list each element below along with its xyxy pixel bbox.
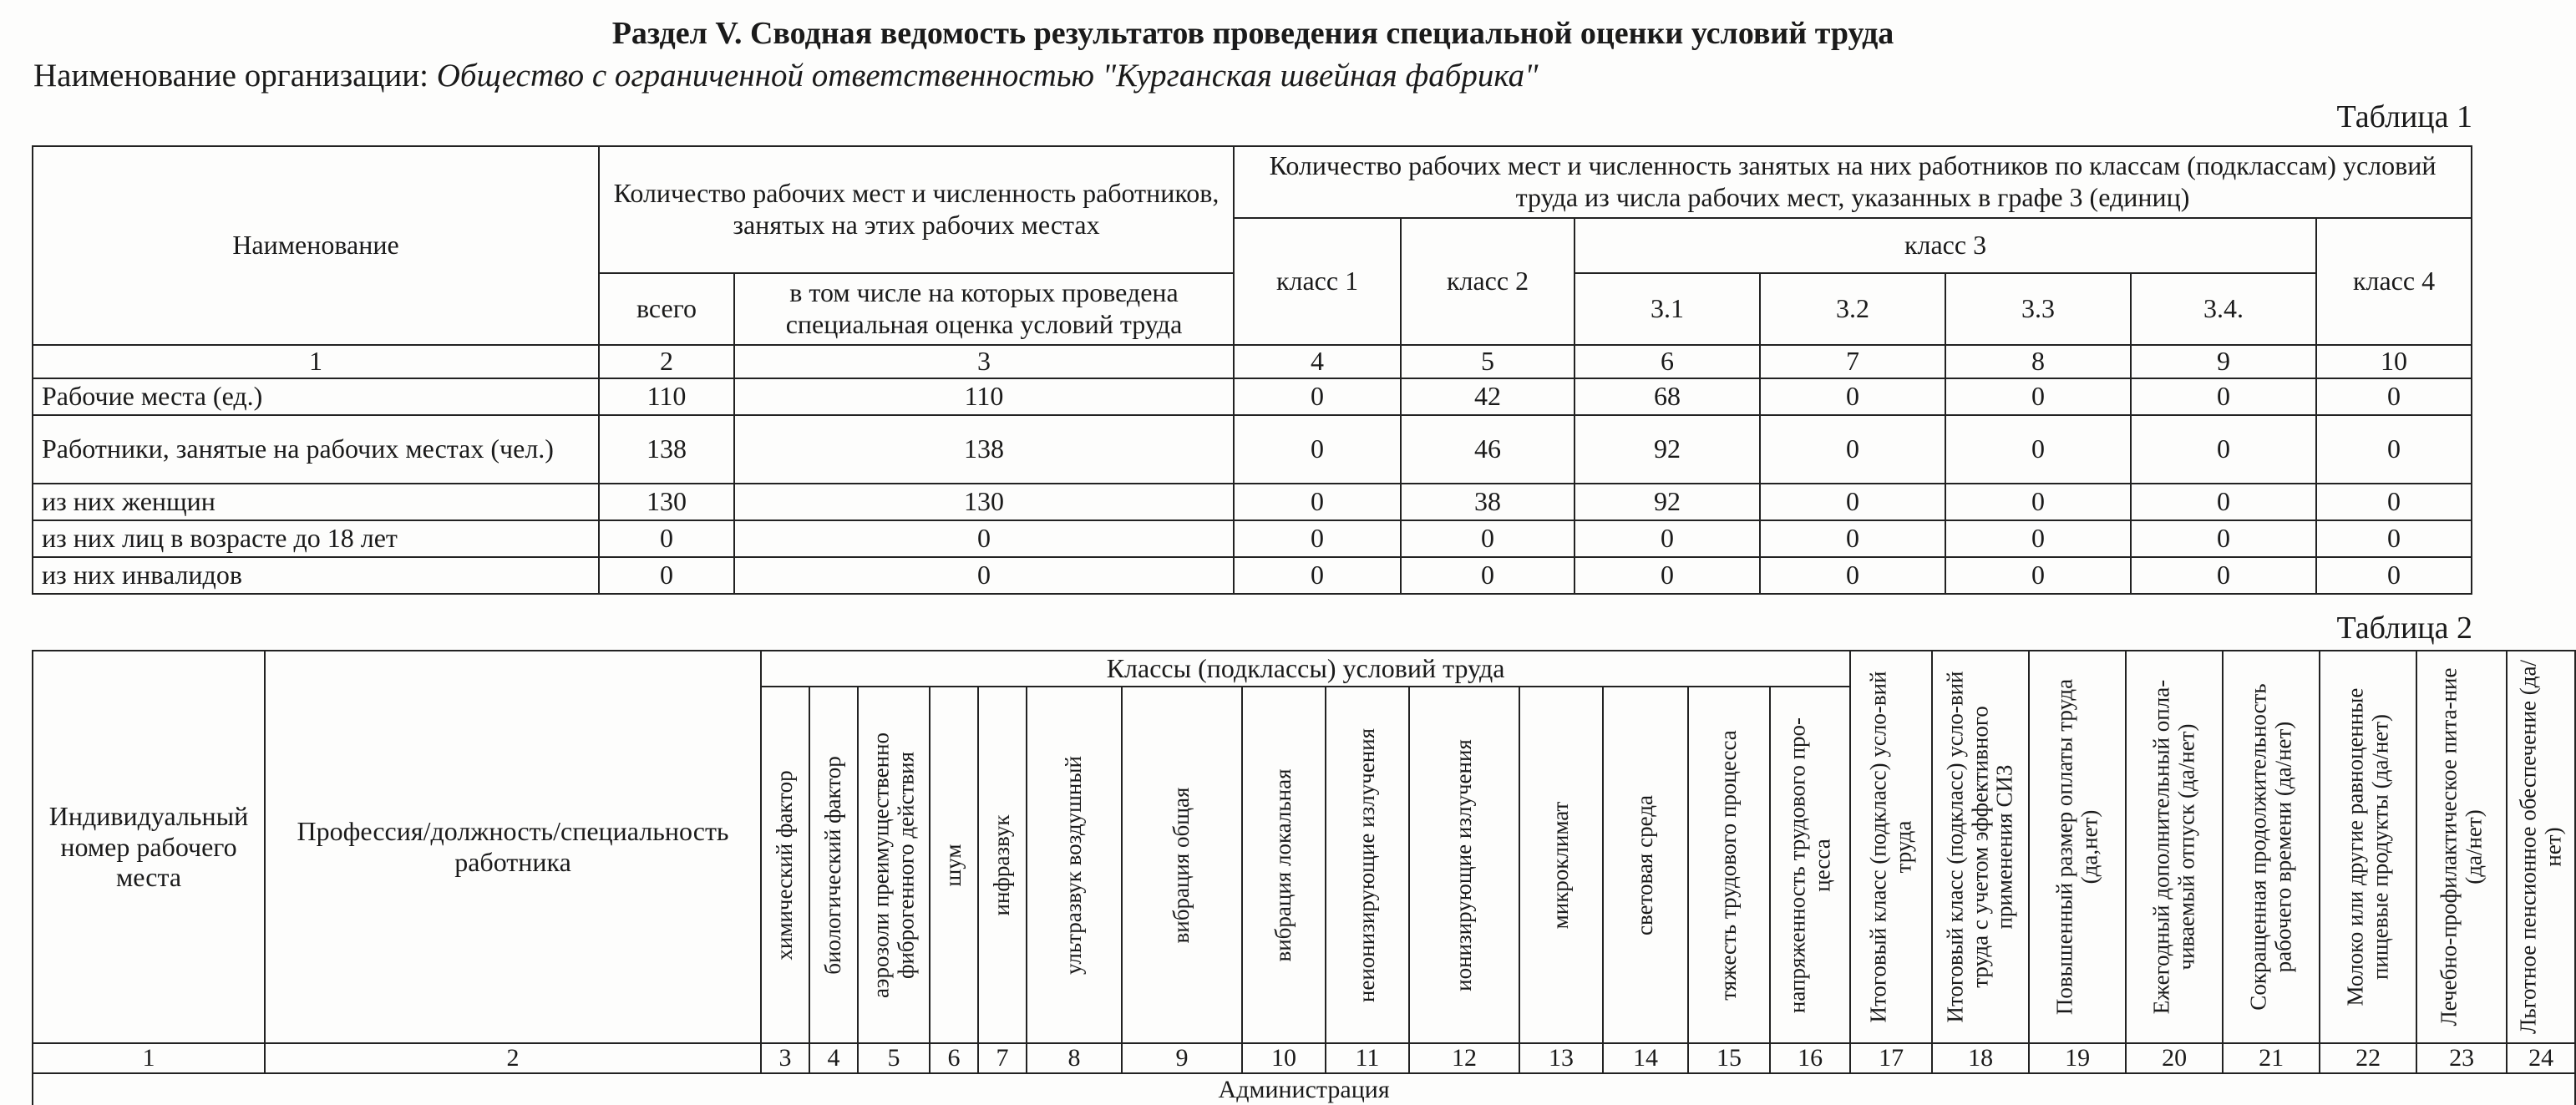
t1-cell: 0 [1760, 484, 1945, 520]
t1-cell: 0 [1234, 415, 1401, 484]
t1-header-count: Количество рабочих мест и численность работников, занятых на этих рабочих местах [599, 146, 1234, 273]
t2-col-number: 22 [2320, 1043, 2416, 1073]
t2-header-factor [930, 687, 978, 1043]
t2-col-number: 17 [1850, 1043, 1932, 1073]
t1-cell: 0 [1945, 378, 2131, 415]
t1-cell: 42 [1401, 378, 1575, 415]
t1-cell: 0 [1575, 557, 1760, 594]
t2-header-factor [978, 687, 1027, 1043]
t2-col-number: 21 [2223, 1043, 2320, 1073]
t1-cell: 0 [2131, 557, 2316, 594]
t1-row-label: Работники, занятые на рабочих местах (чел.) [33, 415, 599, 484]
t1-row [33, 557, 2472, 594]
t1-cell: 138 [734, 415, 1234, 484]
t2-col-number: 1 [33, 1043, 265, 1073]
t1-col-number: 3 [734, 345, 1234, 378]
table1-caption: Таблица 1 [2336, 99, 2472, 134]
t1-col-number: 8 [1945, 345, 2131, 378]
t2-result-label: Молоко или другие равноценные пищевые продукты (да/нет) [2342, 687, 2393, 1006]
t1-cell: 138 [599, 415, 734, 484]
t1-cell: 0 [2131, 484, 2316, 520]
t1-header-class4: класс 4 [2316, 218, 2472, 345]
t1-row [33, 415, 2472, 484]
t2-factor-label: биологический фактор [820, 755, 846, 975]
t2-header-factor [1603, 687, 1688, 1043]
t1-header-3-3: 3.3 [1945, 273, 2131, 345]
t1-cell: 0 [2316, 378, 2472, 415]
t1-cell: 68 [1575, 378, 1760, 415]
t2-col-number: 3 [761, 1043, 809, 1073]
t1-cell: 92 [1575, 484, 1760, 520]
t2-factor-label: вибрация общая [1169, 787, 1194, 944]
table2-caption: Таблица 2 [2336, 611, 2472, 646]
t2-col-number: 15 [1688, 1043, 1770, 1073]
t2-col-number: 6 [930, 1043, 978, 1073]
page-title: Раздел V. Сводная ведомость результатов проведения специальной оценки условий труда [611, 16, 1894, 51]
t2-col-number: 8 [1027, 1043, 1122, 1073]
t2-header-factor [1326, 687, 1409, 1043]
t1-row [33, 520, 2472, 557]
t2-factor-label: тяжесть трудового процесса [1716, 729, 1742, 1001]
t1-cell: 92 [1575, 415, 1760, 484]
t2-factor-label: химический фактор [772, 770, 798, 961]
t1-cell: 0 [1945, 520, 2131, 557]
t1-cell: 38 [1401, 484, 1575, 520]
t1-cell: 110 [734, 378, 1234, 415]
t2-col-number: 24 [2507, 1043, 2575, 1073]
t2-header-result [2416, 651, 2507, 1043]
t1-col-number: 2 [599, 345, 734, 378]
t2-result-label: Льготное пенсионное обеспечение (да/нет) [2515, 660, 2566, 1034]
t2-result-label: Итоговый класс (подкласс) усло-вий труда с учетом эффективного применения СИЗ [1942, 671, 2018, 1023]
t1-row [33, 484, 2472, 520]
t2-col-number: 12 [1409, 1043, 1519, 1073]
t2-header-profession: Профессия/должность/специальность работника [265, 651, 761, 1043]
t1-header-3-2: 3.2 [1760, 273, 1945, 345]
t1-cell: 0 [2131, 378, 2316, 415]
t1-cell: 130 [599, 484, 734, 520]
t2-result-label: Лечебно-профилактическое пита-ние (да/нет) [2436, 667, 2487, 1026]
t1-header-class2: класс 2 [1401, 218, 1575, 345]
t2-factor-label: шум [941, 844, 966, 887]
t1-col-number: 5 [1401, 345, 1575, 378]
t1-cell: 0 [2316, 415, 2472, 484]
t2-factor-label: микроклимат [1548, 801, 1574, 930]
t2-col-number: 16 [1770, 1043, 1850, 1073]
t1-header-name: Наименование [33, 146, 599, 345]
t1-cell: 0 [1760, 557, 1945, 594]
t2-col-number: 2 [265, 1043, 761, 1073]
t1-col-number: 9 [2131, 345, 2316, 378]
t1-row-label: из них женщин [33, 484, 599, 520]
t1-cell: 0 [2131, 520, 2316, 557]
t2-header-factor [1242, 687, 1326, 1043]
t2-header-id: Индивидуальный номер рабочего места [33, 651, 265, 1043]
t1-cell: 0 [2316, 557, 2472, 594]
t2-factor-label: неионизирующие излучения [1354, 727, 1380, 1002]
t1-cell: 46 [1401, 415, 1575, 484]
t1-header-class1: класс 1 [1234, 218, 1401, 345]
t2-col-number: 19 [2029, 1043, 2126, 1073]
t1-cell: 0 [734, 557, 1234, 594]
t2-header-result [2126, 651, 2223, 1043]
t2-col-number: 14 [1603, 1043, 1688, 1073]
t2-factor-label: инфразвук [989, 814, 1015, 916]
t2-header-factor [1770, 687, 1850, 1043]
t1-cell: 0 [2131, 415, 2316, 484]
t1-cell: 0 [1234, 484, 1401, 520]
t1-row [33, 378, 2472, 415]
t1-header-sout: в том числе на которых проведена специальная оценка условий труда [734, 273, 1234, 345]
t2-header-result [2320, 651, 2416, 1043]
t2-factor-label: аэрозоли преимущественно фиброгенного действия [868, 732, 918, 998]
t2-header-factor [1027, 687, 1122, 1043]
t1-row-label: Рабочие места (ед.) [33, 378, 599, 415]
t1-cell: 0 [2316, 520, 2472, 557]
t2-result-label: Повышенный размер оплаты труда (да,нет) [2051, 678, 2102, 1016]
t1-cell: 0 [2316, 484, 2472, 520]
t1-header-classes: Количество рабочих мест и численность занятых на них работников по классам (подклассам) условий труда из числа рабочих мест, указанных в графе 3 (единиц) [1234, 146, 2472, 218]
t1-header-total: всего [599, 273, 734, 345]
t2-section-administration: Администрация [33, 1073, 2575, 1105]
t2-header-result [2507, 651, 2575, 1043]
t1-cell: 0 [1760, 378, 1945, 415]
t1-cell: 0 [1401, 557, 1575, 594]
t2-result-label: Ежегодный дополнительный опла-чиваемый отпуск (да/нет) [2148, 679, 2199, 1015]
t2-factor-label: световая среда [1632, 794, 1658, 935]
t1-cell: 0 [734, 520, 1234, 557]
t1-column-numbers [33, 345, 2472, 378]
summary-table-2 [32, 650, 2576, 1105]
t2-result-label: Итоговый класс (подкласс) усло-вий труда [1865, 671, 1916, 1023]
t2-column-numbers [33, 1043, 2575, 1073]
t1-cell: 0 [1760, 415, 1945, 484]
t1-header-3-1: 3.1 [1575, 273, 1760, 345]
t2-col-number: 11 [1326, 1043, 1409, 1073]
organization-name: Общество с ограниченной ответственностью "Курганская швейная фабрика" [436, 58, 1539, 94]
t2-col-number: 10 [1242, 1043, 1326, 1073]
t1-cell: 110 [599, 378, 734, 415]
t1-col-number: 7 [1760, 345, 1945, 378]
t2-col-number: 4 [809, 1043, 858, 1073]
t2-factor-label: напряженность трудового про-цесса [1784, 717, 1835, 1013]
t1-cell: 0 [1234, 520, 1401, 557]
t1-col-number: 1 [33, 345, 599, 378]
t1-cell: 0 [599, 520, 734, 557]
t1-cell: 0 [1401, 520, 1575, 557]
t2-header-result [1932, 651, 2029, 1043]
t1-header-3-4: 3.4. [2131, 273, 2316, 345]
t2-col-number: 7 [978, 1043, 1027, 1073]
t2-header-result [2223, 651, 2320, 1043]
t1-cell: 0 [1234, 557, 1401, 594]
t2-header-factor [1122, 687, 1242, 1043]
t1-col-number: 10 [2316, 345, 2472, 378]
t1-cell: 0 [1760, 520, 1945, 557]
t1-col-number: 4 [1234, 345, 1401, 378]
t1-cell: 0 [1945, 484, 2131, 520]
t1-cell: 0 [599, 557, 734, 594]
t2-header-factor [1409, 687, 1519, 1043]
t2-result-label: Сокращенная продолжительность рабочего времени (да/нет) [2245, 683, 2296, 1011]
t2-col-number: 9 [1122, 1043, 1242, 1073]
organization-line [33, 57, 1539, 94]
t2-header-result [2029, 651, 2126, 1043]
t2-header-factor [1519, 687, 1603, 1043]
organization-label: Наименование организации: [33, 58, 428, 94]
t1-col-number: 6 [1575, 345, 1760, 378]
t2-factor-label: вибрация локальная [1270, 768, 1296, 962]
t1-row-label: из них лиц в возрасте до 18 лет [33, 520, 599, 557]
t2-header-factor [858, 687, 930, 1043]
t2-header-result [1850, 651, 1932, 1043]
t2-col-number: 18 [1932, 1043, 2029, 1073]
t2-col-number: 23 [2416, 1043, 2507, 1073]
t2-factor-label: ионизирующие излучения [1451, 738, 1477, 991]
t1-cell: 0 [1945, 415, 2131, 484]
t2-factor-label: ультразвук воздушный [1061, 755, 1087, 975]
t1-row-label: из них инвалидов [33, 557, 599, 594]
t2-header-factor [809, 687, 858, 1043]
t1-cell: 0 [1234, 378, 1401, 415]
t1-cell: 0 [1575, 520, 1760, 557]
t1-cell: 130 [734, 484, 1234, 520]
t2-header-factor [761, 687, 809, 1043]
t1-header-class3: класс 3 [1575, 218, 2316, 273]
t2-col-number: 13 [1519, 1043, 1603, 1073]
t2-header-factor [1688, 687, 1770, 1043]
t1-cell: 0 [1945, 557, 2131, 594]
summary-table-1 [32, 145, 2472, 595]
t2-header-classes: Классы (подклассы) условий труда [761, 651, 1850, 687]
t2-col-number: 20 [2126, 1043, 2223, 1073]
t2-col-number: 5 [858, 1043, 930, 1073]
